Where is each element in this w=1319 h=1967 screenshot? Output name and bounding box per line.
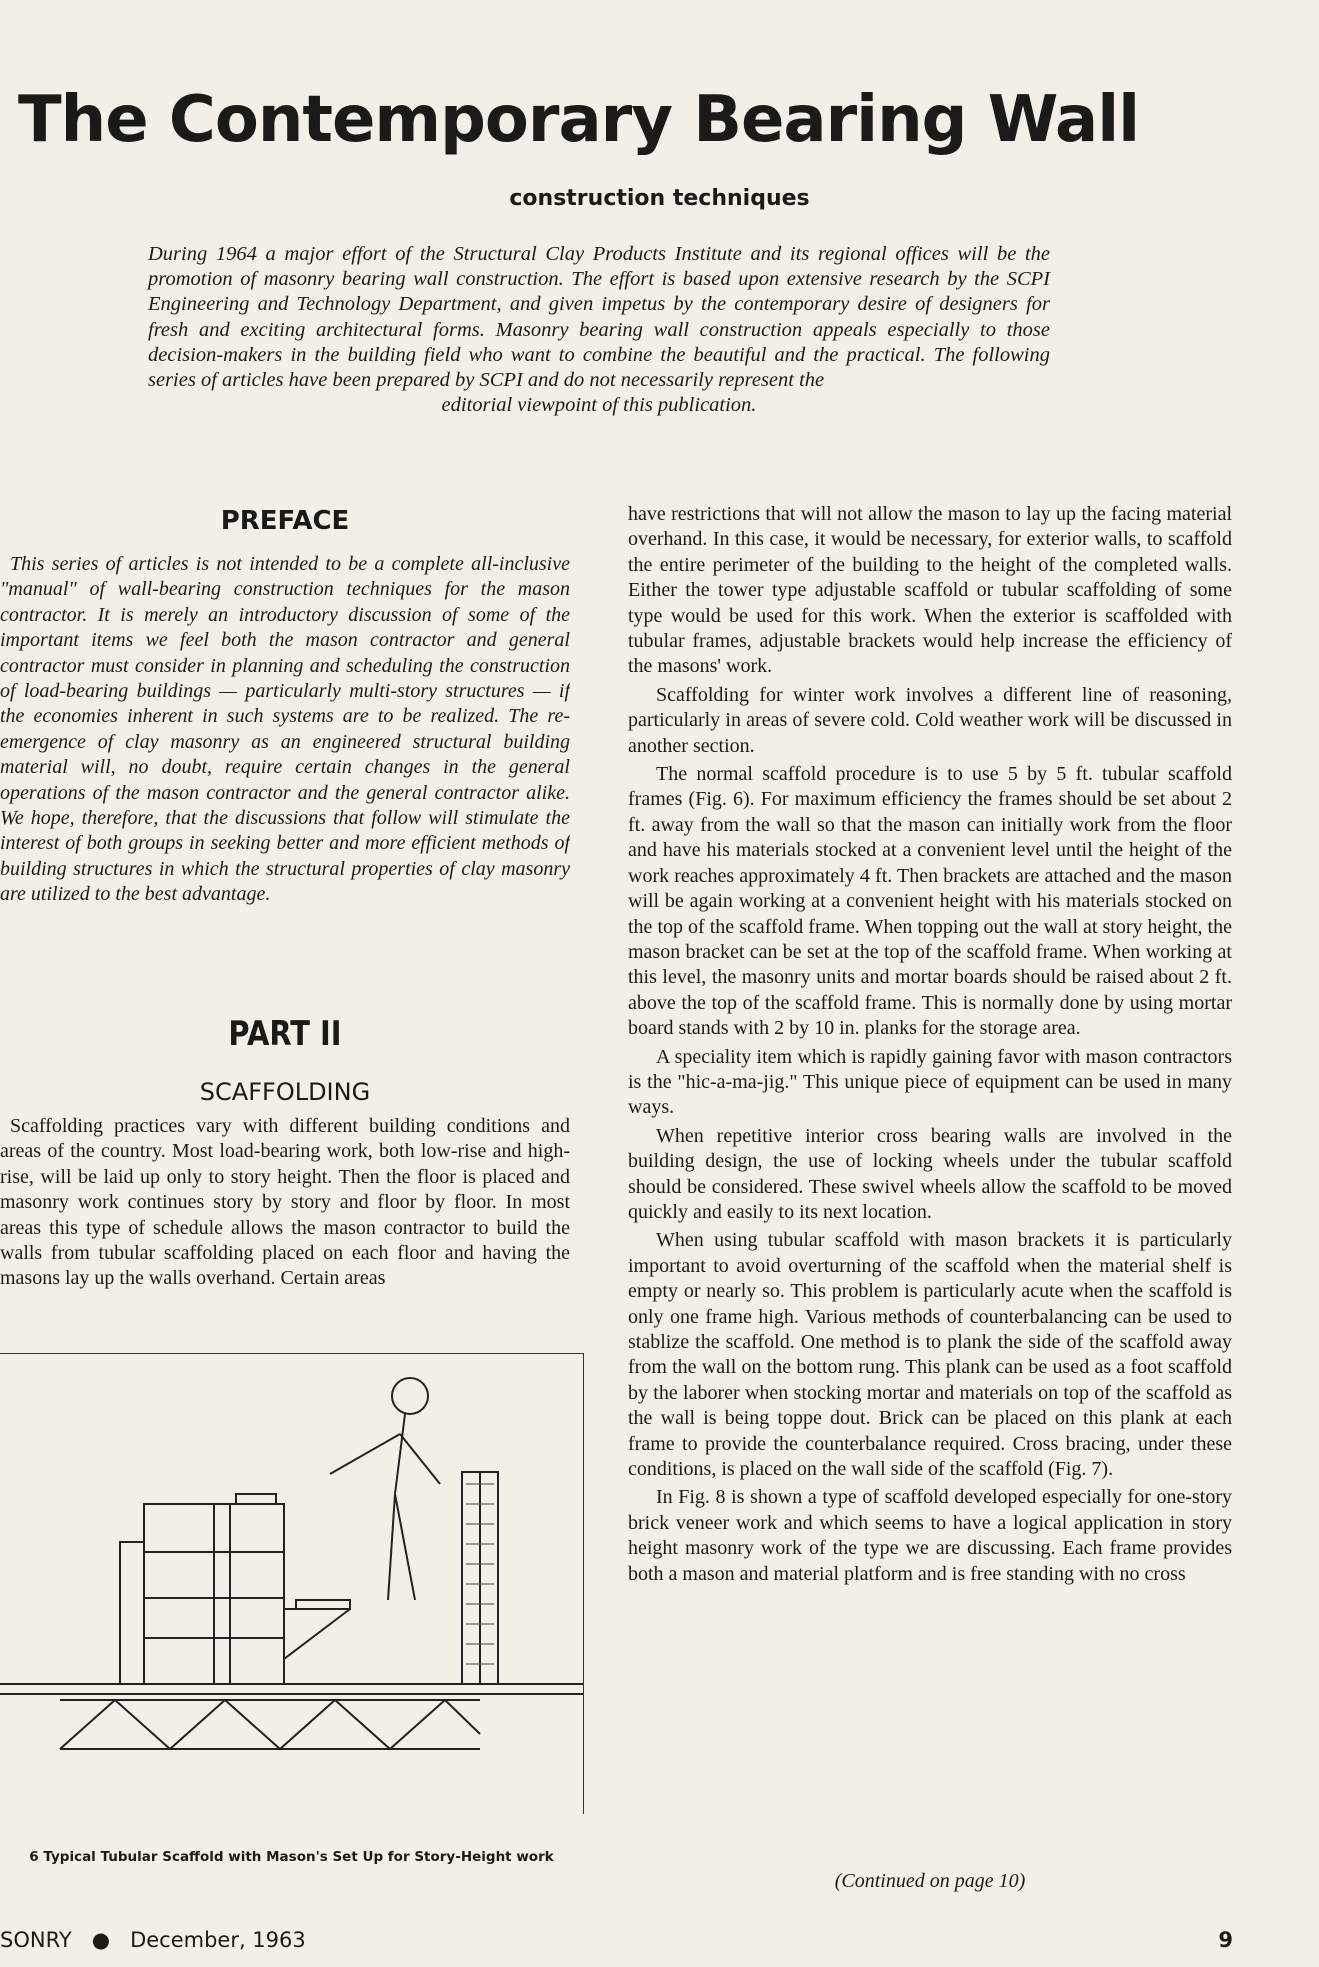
paragraph: When using tubular scaffold with mason brackets it is particularly important to avoid overturning of the scaffold when the material shelf is empty or nearly so. This problem is particularly acute when the scaffold is only one frame high. Various methods of counterbalancing can be used to stablize the scaffold. One method is to plank the side of the scaffold away from the wall on the bottom rung. This plank can be used as a foot scaffold by the laborer when stocking mortar and materials on top of the scaffold as the wall is being toppe dout. Brick can be placed on this plank at each frame to provide the counterbalance required. Cross bracing, under these conditions, is placed on the wall side of the scaffold (Fig. 7).	[628, 1229, 1232, 1481]
paragraph: When repetitive interior cross bearing walls are involved in the building design, the use of locking wheels under the tubular scaffold should be considered. These swivel wheels allow the scaffold to be moved quickly and easily to its next location.	[628, 1124, 1232, 1223]
paragraph: The normal scaffold procedure is to use 5 by 5 ft. tubular scaffold frames (Fig. 6). For maximum efficiency the frames should be set about 2 ft. away from the wall so that the mason can initially work from the floor and have his materials stocked at a convenient level until the height of the work reaches approximately 4 ft. Then brackets are attached and the mason will be again working at a convenient height with his materials stocked on the top of the scaffold frame. When topping out the wall at story height, the mason bracket can be set at the top of the scaffold frame. When working at this level, the masonry units and mortar boards should be raised about 2 ft. above the top of the scaffold frame. This is normally done by using mortar board stands with 2 by 10 in. planks for the storage area.	[628, 763, 1232, 1040]
page-number: 9	[1218, 1928, 1233, 1952]
intro-last-line: editorial viewpoint of this publication.	[441, 394, 757, 417]
paragraph: A speciality item which is rapidly gaining favor with mason contractors is the "hic-a-ma-jig." This unique piece of equipment can be used in many ways.	[628, 1045, 1232, 1119]
scaffold-figure	[0, 1353, 584, 1814]
scaffold-illustration	[0, 1354, 583, 1814]
article-title: The Contemporary Bearing Wall	[18, 83, 1140, 157]
scaffolding-text: Scaffolding practices vary with different building conditions and areas of the country. Most load-bearing work, both low-rise and high-rise, will be laid up only to story height. Then the floor is placed and masonry work continues story by story and floor by floor. In most areas this type of schedule allows the mason contractor to build the walls from tubular scaffolding placed on each floor and having the masons lay up the walls overhand. Certain areas	[0, 1115, 570, 1290]
paragraph: have restrictions that will not allow the mason to lay up the facing material overhand. In this case, it would be necessary, for exterior walls, to scaffold the entire perimeter of the building to the height of the completed walls. Either the tower type adjustable scaffold or tubular scaffolding of some type would be used for this work. When the exterior is scaffolded with tubular frames, adjustable brackets would help increase the efficiency of the masons' work.	[628, 503, 1232, 678]
intro-text: During 1964 a major effort of the Structural Clay Products Institute and its regional offices will be the promotion of masonry bearing wall construction. The effort is based upon extensive research by the SCPI Engineering and Technology Department, and given impetus by the contemporary desire of designers for fresh and exciting architectural forms. Masonry bearing wall construction appeals especially to those decision-makers in the building field who want to combine the beautiful and the practical. The following series of articles have been prepared by SCPI and do not necessarily represent the	[148, 243, 1050, 392]
magazine-name: SONRY	[0, 1928, 72, 1952]
part-heading: PART II	[228, 1014, 342, 1054]
continued-note: (Continued on page 10)	[834, 1870, 1026, 1892]
preface-heading: PREFACE	[220, 506, 350, 536]
paragraph: Scaffolding for winter work involves a different line of reasoning, particularly in areas of severe cold. Cold weather work will be discussed in another section.	[628, 683, 1232, 757]
preface-text: This series of articles is not intended to be a complete all-inclusive "manual" of wall-bearing construction techniques for the mason contractor. It is merely an introductory discussion of some of the important items we feel both the mason contractor and general contractor must consider in planning and scheduling the construction of load-bearing buildings — particularly multi-story structures — if the economies inherent in such systems are to be realized. The re-emergence of clay masonry as an engineered structural building material will, no doubt, require certain changes in the general operations of the mason contractor and the general contractor alike. We hope, therefore, that the discussions that follow will stimulate the interest of both groups in seeking better and more efficient methods of building structures in which the structural properties of clay masonry are utilized to the best advantage.	[0, 553, 570, 906]
section-heading: SCAFFOLDING	[199, 1078, 371, 1106]
figure-caption: 6 Typical Tubular Scaffold with Mason's Set Up for Story-Height work	[29, 1849, 554, 1865]
article-subtitle: construction techniques	[509, 186, 810, 211]
bullet-separator: ●	[78, 1928, 124, 1952]
footer-masthead	[0, 1928, 306, 1952]
issue-date: December, 1963	[130, 1928, 306, 1952]
paragraph: In Fig. 8 is shown a type of scaffold developed especially for one-story brick veneer work and which seems to have a logical application in story height masonry work of the type we are discussing. Each frame provides both a mason and material platform and is free standing with no cross	[628, 1486, 1232, 1585]
right-column	[628, 502, 1232, 1862]
article-intro	[148, 242, 1050, 418]
